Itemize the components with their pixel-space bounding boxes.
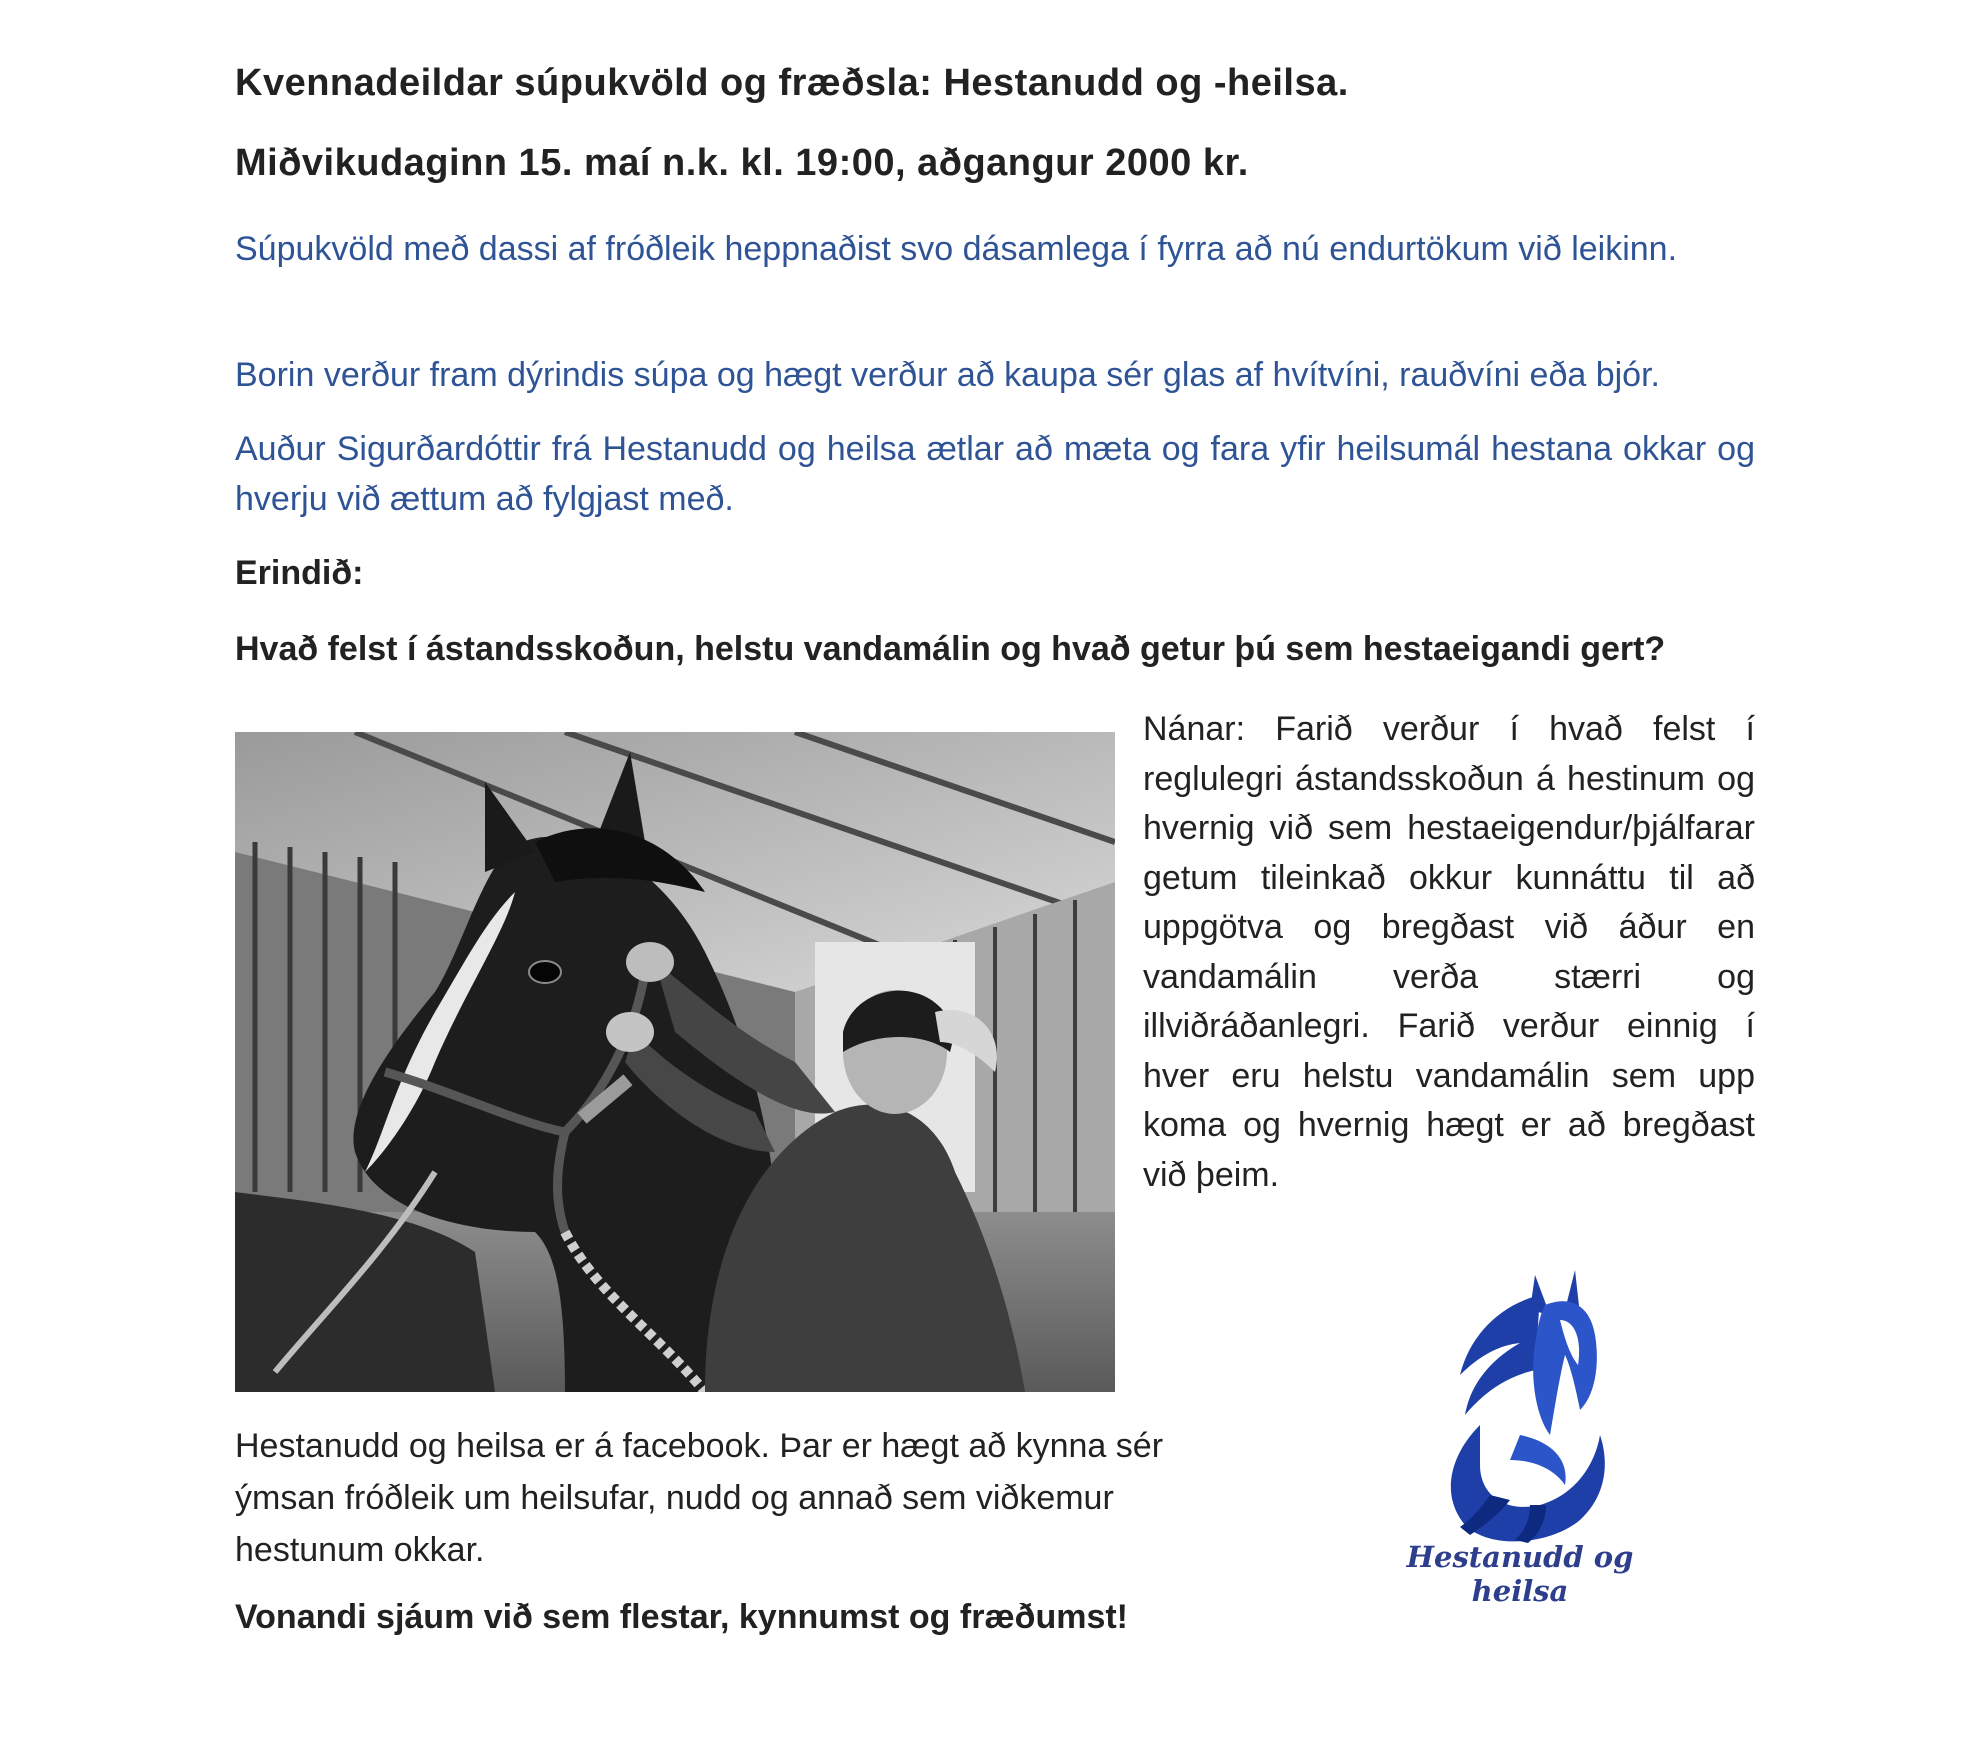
horse-and-woman-photo (235, 732, 1115, 1392)
intro-paragraph-2: Borin verður fram dýrindis súpa og hægt verður að kaupa sér glas af hvítvíni, rauðvíni eða bjór. (235, 356, 1660, 394)
talk-label: Erindið: (235, 554, 364, 592)
logo-text: Hestanudd og heilsa (1406, 1540, 1634, 1608)
closing-line: Vonandi sjáum við sem flestar, kynnumst og fræðumst! (235, 1598, 1128, 1636)
event-date-line: Miðvikudaginn 15. maí n.k. kl. 19:00, aðgangur 2000 kr. (235, 142, 1249, 184)
intro-paragraph-1: Súpukvöld með dassi af fróðleik heppnaðist svo dásamlega í fyrra að nú endurtökum við leikinn. (235, 230, 1678, 268)
talk-question: Hvað felst í ástandsskoðun, helstu vandamálin og hvað getur þú sem hestaeigandi gert? (235, 630, 1666, 668)
intro-paragraph-3: Auður Sigurðardóttir frá Hestanudd og heilsa ætlar að mæta og fara yfir heilsumál hestana okkar og hverju við ættum að fylgjast með. (235, 430, 1755, 518)
details-paragraph: Nánar: Farið verður í hvað felst í reglulegri ástandsskoðun á hestinum og hvernig við sem hestaeigendur/þjálfarar getum tileinkað okkur kunnáttu til að uppgötva og bregðast við áður en vandamálin verða stærri og illviðráðanlegri. Farið verður einnig í hver eru helstu vandamálin sem upp koma og hvernig hægt er að bregðast við þeim. (1143, 710, 1755, 1194)
facebook-paragraph: Hestanudd og heilsa er á facebook. Þar er hægt að kynna sér ýmsan fróðleik um heilsufar, nudd og annað sem viðkemur hestunum okkar. (235, 1427, 1164, 1569)
document-title: Kvennadeildar súpukvöld og fræðsla: Hestanudd og -heilsa. (235, 62, 1349, 104)
